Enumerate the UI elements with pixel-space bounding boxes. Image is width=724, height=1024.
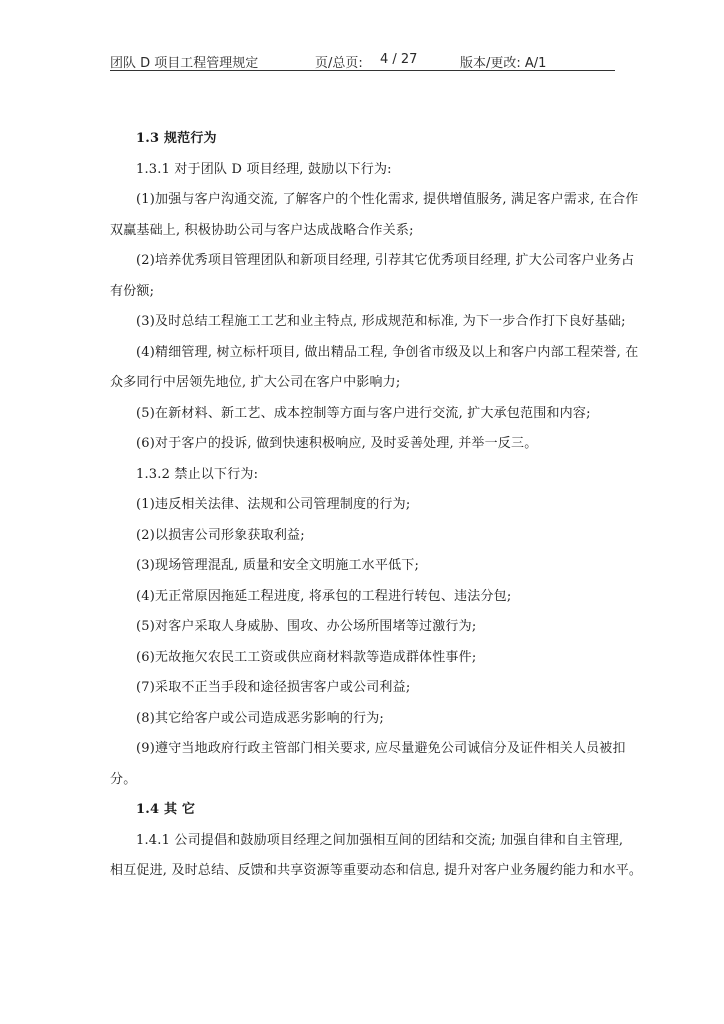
section-title-1-4: 1.4 其 它 bbox=[136, 802, 196, 817]
prohibited-item-9: (9)遵守当地政府行政主管部门相关要求, 应尽量避免公司诚信分及证件相关人员被扣 bbox=[136, 741, 626, 756]
prohibited-item-8: (8)其它给客户或公司造成恶劣影响的行为; bbox=[136, 710, 384, 726]
prohibited-item-4: (4)无正常原因拖延工程进度, 将承包的工程进行转包、违法分包; bbox=[136, 588, 512, 604]
paragraph-1-4-1-cont: 相互促进, 及时总结、反馈和共享资源等重要动态和信息, 提升对客户业务履约能力和水平。 bbox=[110, 863, 643, 878]
prohibited-item-1: (1)违反相关法律、法规和公司管理制度的行为; bbox=[136, 497, 411, 512]
header-page-number: 4 / 27 bbox=[380, 52, 418, 67]
encouraged-item-2: (2)培养优秀项目管理团队和新项目经理, 引荐其它优秀项目经理, 扩大公司客户业务占 bbox=[136, 253, 635, 268]
encouraged-item-4-cont: 众多同行中居领先地位, 扩大公司在客户中影响力; bbox=[110, 375, 401, 390]
section-title-1-3: 1.3 规范行为 bbox=[136, 131, 217, 146]
prohibited-item-3: (3)现场管理混乱, 质量和安全文明施工水平低下; bbox=[136, 558, 420, 573]
document-body bbox=[110, 124, 643, 887]
header-version: 版本/更改: A/1 bbox=[460, 56, 547, 71]
encouraged-item-6: (6)对于客户的投诉, 做到快速积极响应, 及时妥善处理, 并举一反三。 bbox=[136, 436, 538, 451]
prohibited-item-2: (2)以损害公司形象获取利益; bbox=[136, 527, 305, 543]
page-header bbox=[110, 50, 615, 71]
subsection-title-1-3-2: 1.3.2 禁止以下行为: bbox=[136, 466, 259, 482]
prohibited-item-9-cont: 分。 bbox=[110, 771, 137, 787]
prohibited-item-6: (6)无故拖欠农民工工资或供应商材料款等造成群体性事件; bbox=[136, 649, 477, 665]
header-page-label: 页/总页: bbox=[315, 56, 363, 71]
encouraged-item-5: (5)在新材料、新工艺、成本控制等方面与客户进行交流, 扩大承包范围和内容; bbox=[136, 405, 591, 421]
header-doc-title: 团队 D 项目工程管理规定 bbox=[110, 56, 259, 71]
prohibited-item-5: (5)对客户采取人身威胁、围攻、办公场所围堵等过激行为; bbox=[136, 619, 477, 634]
subsection-title-1-3-1: 1.3.1 对于团队 D 项目经理, 鼓励以下行为: bbox=[136, 161, 392, 177]
paragraph-1-4-1: 1.4.1 公司提倡和鼓励项目经理之间加强相互间的团结和交流; 加强自律和自主管理, bbox=[136, 832, 624, 848]
encouraged-item-1-cont: 双赢基础上, 积极协助公司与客户达成战略合作关系; bbox=[110, 222, 414, 238]
encouraged-item-1: (1)加强与客户沟通交流, 了解客户的个性化需求, 提供增值服务, 满足客户需求, 在合作 bbox=[136, 192, 639, 207]
prohibited-item-7: (7)采取不正当手段和途径损害客户或公司利益; bbox=[136, 680, 411, 695]
encouraged-item-3: (3)及时总结工程施工工艺和业主特点, 形成规范和标准, 为下一步合作打下良好基础; bbox=[136, 314, 626, 329]
encouraged-item-4: (4)精细管理, 树立标杆项目, 做出精品工程, 争创省市级及以上和客户内部工程荣誉, 在 bbox=[136, 344, 639, 360]
encouraged-item-2-cont: 有份额; bbox=[110, 283, 155, 299]
